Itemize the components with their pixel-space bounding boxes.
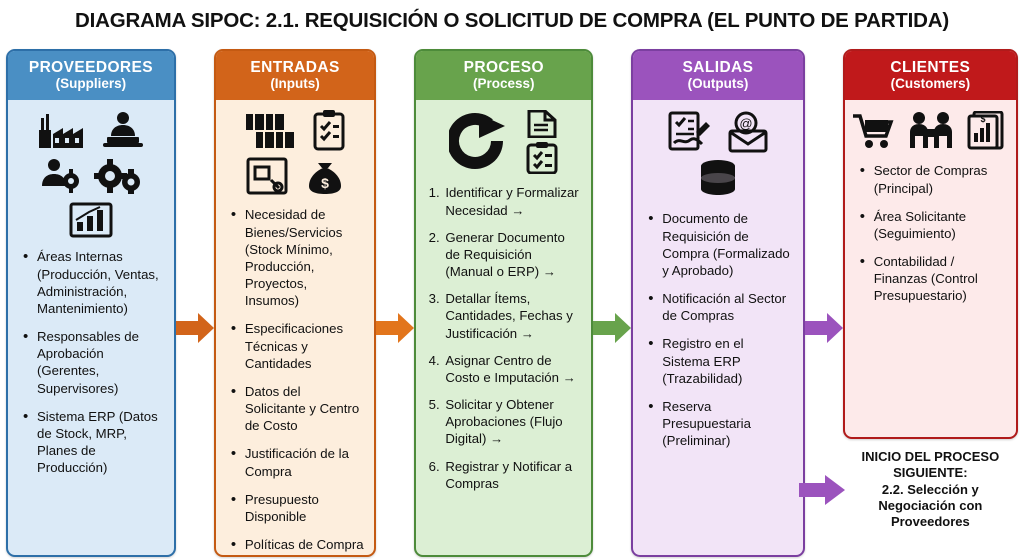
column-heading: PROVEEDORES — [28, 59, 153, 76]
blueprint-icon — [245, 156, 289, 196]
icon-row-outputs — [633, 100, 802, 206]
column-subheading: (Customers) — [890, 76, 971, 92]
signed-document-icon — [666, 110, 712, 154]
list-item: 2. Generar Documento de Requisición (Manual o ERP) → — [443, 229, 581, 280]
process-doc-group — [525, 110, 559, 174]
list-item: • Responsables de Aprobación (Gerentes, Supervisores) — [35, 328, 164, 397]
list-item: • Sistema ERP (Datos de Stock, MRP, Planes de Producción) — [35, 408, 164, 477]
list-item: • Reserva Presupuestaria (Preliminar) — [660, 398, 792, 449]
column-header-outputs — [633, 51, 802, 100]
list-item: 3. Detallar Ítems, Cantidades, Fechas y Justificación → — [443, 290, 581, 341]
sipoc-columns — [0, 49, 1024, 559]
arrow-process-to-outputs — [593, 49, 631, 559]
next-process-box — [843, 447, 1018, 532]
list-item: • Contabilidad / Finanzas (Control Presupuestario) — [872, 253, 1006, 304]
icon-row-process — [416, 100, 591, 180]
column-header-customers — [845, 51, 1016, 100]
svg-text:$: $ — [980, 114, 986, 125]
next-process-subtitle: 2.2. Selección y Negociación con Proveedores — [878, 481, 983, 529]
column-body-customers — [845, 158, 1016, 437]
bar-chart-icon — [69, 202, 113, 238]
column-heading: PROCESO — [463, 59, 544, 76]
list-item: • Documento de Requisición de Compra (Formalizado y Aprobado) — [660, 210, 792, 279]
column-process[interactable] — [414, 49, 593, 557]
list-item: • Especificaciones Técnicas y Cantidades — [243, 320, 365, 371]
column-suppliers[interactable] — [6, 49, 176, 557]
outputs-list — [645, 210, 792, 449]
column-wrap-suppliers — [6, 49, 176, 557]
report-chart-icon — [967, 111, 1009, 151]
column-heading: ENTRADAS — [250, 59, 340, 76]
money-bag-icon — [305, 156, 345, 196]
list-item: • Registro en el Sistema ERP (Trazabilidad) — [660, 335, 792, 386]
svg-text:$: $ — [321, 175, 329, 192]
person-laptop-icon — [101, 110, 145, 150]
list-item: • Necesidad de Bienes/Servicios (Stock Mínimo, Producción, Proyectos, Insumos) — [243, 206, 365, 309]
person-gear-icon — [38, 156, 82, 196]
clipboard-check-icon — [312, 110, 346, 152]
list-item: 4. Asignar Centro de Costo e Imputación → — [443, 352, 581, 386]
list-item: • Área Solicitante (Seguimiento) — [872, 208, 1006, 242]
inputs-list — [228, 206, 365, 553]
column-wrap-customers — [843, 49, 1018, 532]
icon-row-customers — [845, 100, 1016, 158]
column-subheading: (Process) — [473, 76, 535, 92]
column-subheading: (Suppliers) — [55, 76, 127, 92]
boxes-icon — [244, 110, 296, 152]
column-customers[interactable] — [843, 49, 1018, 439]
list-item: 5. Solicitar y Obtener Aprobaciones (Flujo Digital) → — [443, 396, 581, 447]
column-header-suppliers — [8, 51, 174, 100]
arrow-inputs-to-process — [376, 49, 414, 559]
column-body-suppliers — [8, 244, 174, 555]
email-icon — [726, 111, 770, 153]
column-body-inputs — [216, 202, 375, 557]
column-inputs[interactable] — [214, 49, 377, 557]
document-icon — [525, 110, 559, 138]
process-steps — [424, 184, 581, 491]
suppliers-list — [20, 248, 164, 476]
arrow-to-next-process — [799, 474, 845, 506]
list-item: • Notificación al Sector de Compras — [660, 290, 792, 324]
column-heading: SALIDAS — [682, 59, 754, 76]
customers-list — [857, 162, 1006, 304]
factory-icon — [37, 110, 89, 150]
column-wrap-outputs — [631, 49, 804, 557]
column-header-inputs — [216, 51, 375, 100]
column-outputs[interactable] — [631, 49, 804, 557]
database-icon — [697, 158, 739, 200]
list-item: • Presupuesto Disponible — [243, 491, 365, 525]
clipboard-list-icon — [525, 142, 559, 174]
list-item: 6. Registrar y Notificar a Compras — [443, 458, 581, 492]
arrow-suppliers-to-inputs — [176, 49, 214, 559]
list-item: 1. Identificar y Formalizar Necesidad → — [443, 184, 581, 218]
list-item: • Justificación de la Compra — [243, 445, 365, 479]
next-process-title: INICIO DEL PROCESO SIGUIENTE: — [861, 449, 1000, 481]
list-item: • Datos del Solicitante y Centro de Costo — [243, 383, 365, 434]
process-loop-icon — [449, 112, 515, 172]
icon-row-suppliers — [8, 100, 174, 244]
list-item: • Sector de Compras (Principal) — [872, 162, 1006, 196]
column-subheading: (Outputs) — [687, 76, 749, 92]
column-wrap-inputs — [214, 49, 377, 557]
page-title: DIAGRAMA SIPOC: 2.1. REQUISICIÓN O SOLICITUD DE COMPRA (EL PUNTO DE PARTIDA) — [75, 9, 949, 32]
shopping-cart-icon — [851, 111, 897, 151]
column-heading: CLIENTES — [890, 59, 971, 76]
column-wrap-process — [414, 49, 593, 557]
list-item: • Áreas Internas (Producción, Ventas, Administración, Mantenimiento) — [35, 248, 164, 317]
icon-row-inputs — [216, 100, 375, 202]
column-subheading: (Inputs) — [270, 76, 320, 92]
svg-text:@: @ — [739, 116, 753, 132]
column-body-outputs — [633, 206, 802, 555]
handshake-people-icon — [907, 110, 957, 152]
column-body-process — [416, 180, 591, 555]
gears-icon — [94, 158, 144, 194]
list-item: • Políticas de Compra — [243, 536, 365, 553]
column-header-process — [416, 51, 591, 100]
